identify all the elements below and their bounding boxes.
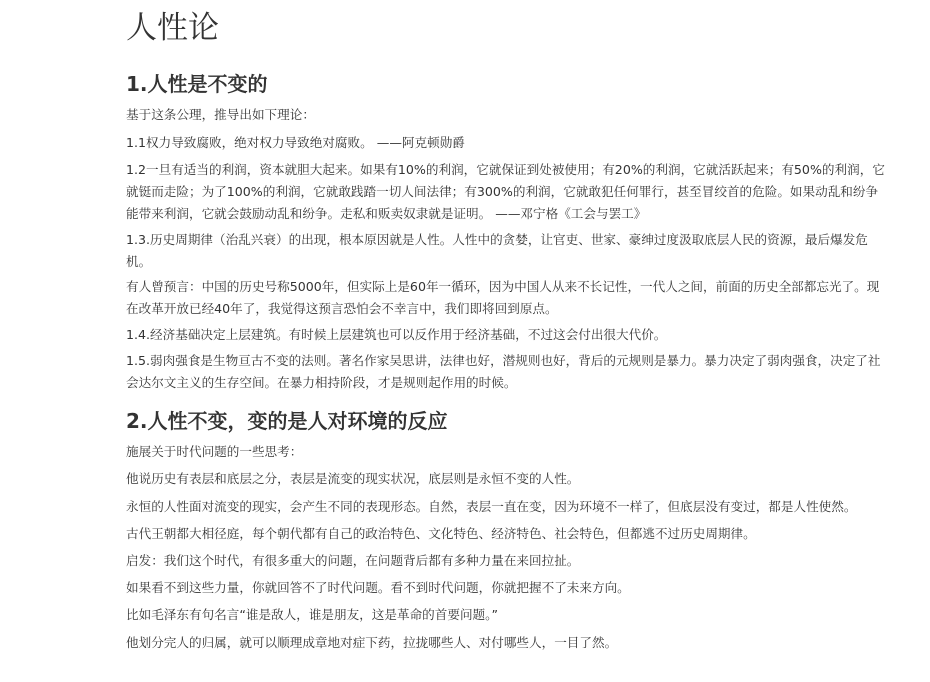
paragraph: 1.3.历史周期律（治乱兴衰）的出现，根本原因就是人性。人性中的贪婪，让官吏、世家、豪绅过度汲取底层人民的资源，最后爆发危机。 — [126, 232, 868, 269]
paragraph: 古代王朝都大相径庭，每个朝代都有自己的政治特色、文化特色、经济特色、社会特色，但都逃不过历史周期律。 — [126, 526, 756, 541]
section-heading: 1.人性是不变的 — [126, 72, 268, 96]
paragraph: 有人曾预言：中国的历史号称5000年，但实际上是60年一循环，因为中国人从来不长记性，一代人之间，前面的历史全部都忘光了。现在改革开放已经40年了，我觉得这预言恐怕会不幸言中，我们即将回到原点。 — [126, 279, 880, 316]
paragraph: 1.2一旦有适当的利润，资本就胆大起来。如果有10%的利润，它就保证到处被使用；有20%的利润，它就活跃起来；有50%的利润，它就铤而走险；为了100%的利润，它就敢践踏一切人间法律；有300%的利润，它就敢犯任何罪行，甚至冒绞首的危险。如果动乱和纷争能带来利润，它就会鼓励动乱和纷争。走私和贩卖奴隶就是证明。 ——邓宁格《工会与罢工》 — [126, 162, 885, 221]
paragraph: 基于这条公理，推导出如下理论： — [126, 107, 315, 122]
paragraph: 永恒的人性面对流变的现实，会产生不同的表现形态。自然，表层一直在变，因为环境不一样了，但底层没有变过，都是人性使然。 — [126, 499, 857, 514]
paragraph: 如果看不到这些力量，你就回答不了时代问题。看不到时代问题，你就把握不了未来方向。 — [126, 580, 630, 595]
section-heading: 2.人性不变，变的是人对环境的反应 — [126, 409, 448, 433]
page-title: 人性论 — [126, 10, 219, 46]
paragraph: 施展关于时代问题的一些思考： — [126, 444, 303, 459]
paragraph: 1.1权力导致腐败，绝对权力导致绝对腐败。 ——阿克顿勋爵 — [126, 135, 465, 150]
paragraph: 1.5.弱肉强食是生物亘古不变的法则。著名作家吴思讲，法律也好，潜规则也好，背后的元规则是暴力。暴力决定了弱肉强食，决定了社会达尔文主义的生存空间。在暴力相持阶段，才是规则起作用的时候。 — [126, 353, 881, 390]
paragraph: 1.4.经济基础决定上层建筑。有时候上层建筑也可以反作用于经济基础，不过这会付出很大代价。 — [126, 327, 667, 342]
paragraph: 启发：我们这个时代，有很多重大的问题，在问题背后都有多种力量在来回拉扯。 — [126, 553, 580, 568]
paragraph: 他划分完人的归属，就可以顺理成章地对症下药，拉拢哪些人、对付哪些人，一目了然。 — [126, 635, 618, 650]
paragraph: 他说历史有表层和底层之分，表层是流变的现实状况，底层则是永恒不变的人性。 — [126, 471, 580, 486]
paragraph: 比如毛泽东有句名言“谁是敌人，谁是朋友，这是革命的首要问题。” — [126, 607, 498, 622]
